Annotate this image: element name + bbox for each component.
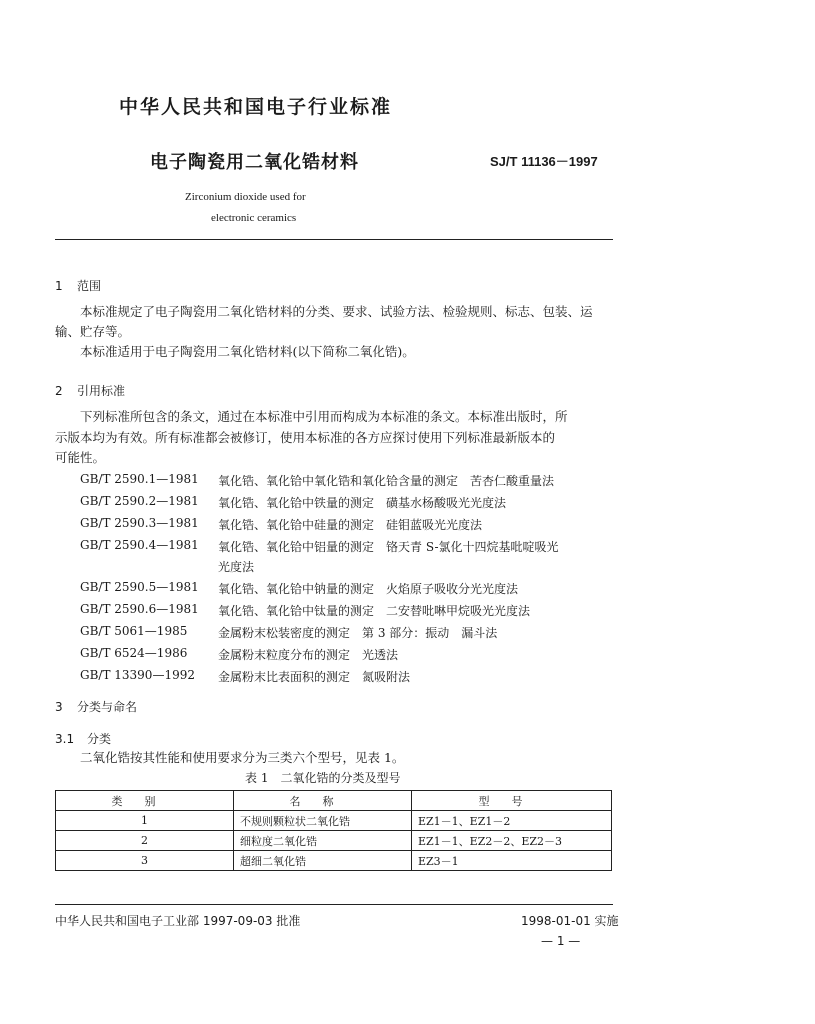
table-row [56, 811, 612, 831]
effective-date: 1998-01-01 实施 [521, 914, 619, 928]
reference-title: 氧化锆、氧化铪中铝量的测定 铬天青 S-氯化十四烷基吡啶吸光 [218, 540, 559, 554]
reference-title: 氧化锆、氧化铪中氧化锆和氧化铪含量的测定 苦杏仁酸重量法 [218, 474, 555, 488]
section-title: 分类 [87, 732, 112, 746]
cell-category: 3 [56, 851, 234, 871]
reference-title: 金属粉末松装密度的测定 第 3 部分：振动 漏斗法 [218, 626, 498, 640]
section-title: 范围 [77, 279, 102, 293]
header-model: 型号 [412, 791, 612, 811]
english-title-line2: electronic ceramics [211, 212, 297, 224]
cell-model: EZ1－1、EZ2－2、EZ2－3 [412, 831, 612, 851]
footer-divider [55, 904, 613, 905]
section-number: 2 [55, 384, 63, 398]
section-3-heading [55, 698, 137, 715]
header-name: 名称 [234, 791, 412, 811]
section-2-heading [55, 382, 125, 399]
section-title: 引用标准 [77, 384, 126, 398]
cell-name: 不规则颗粒状二氧化锆 [234, 811, 412, 831]
section-number: 3.1 [55, 732, 75, 746]
reference-code: GB/T 2590.2—1981 [80, 494, 199, 508]
approval-note: 中华人民共和国电子工业部 1997-09-03 批准 [55, 914, 301, 928]
title-divider [55, 239, 613, 240]
reference-code: GB/T 5061—1985 [80, 624, 188, 638]
section-1-heading [55, 277, 101, 294]
section-2-para-line-1: 下列标准所包含的条文，通过在本标准中引用而构成为本标准的条文。本标准出版时，所 [80, 409, 568, 424]
standard-header: 中华人民共和国电子行业标准 [119, 96, 393, 118]
section-title: 分类与命名 [77, 700, 138, 714]
table-row [56, 851, 612, 871]
table-caption: 表 1 二氧化锆的分类及型号 [245, 771, 401, 785]
reference-title: 氧化锆、氧化铪中铁量的测定 磺基水杨酸吸光光度法 [218, 496, 507, 510]
reference-title: 氧化锆、氧化铪中钠量的测定 火焰原子吸收分光光度法 [218, 582, 519, 596]
reference-title: 氧化锆、氧化铪中钛量的测定 二安替吡啉甲烷吸光光度法 [218, 604, 531, 618]
reference-title: 氧化锆、氧化铪中硅量的测定 硅钼蓝吸光光度法 [218, 518, 483, 532]
reference-code: GB/T 13390—1992 [80, 668, 195, 682]
section-2-para-line-3: 可能性。 [55, 450, 106, 465]
cell-name: 超细二氧化锆 [234, 851, 412, 871]
cell-category: 1 [56, 811, 234, 831]
classification-table [55, 790, 612, 871]
cell-name: 细粒度二氧化锆 [234, 831, 412, 851]
reference-code: GB/T 2590.1—1981 [80, 472, 199, 486]
reference-title-continued: 光度法 [218, 560, 255, 574]
section-1-para-2: 本标准适用于电子陶瓷用二氧化锆材料(以下简称二氧化锆)。 [80, 344, 415, 359]
reference-code: GB/T 2590.6—1981 [80, 602, 199, 616]
section-1-para-1-line-1: 本标准规定了电子陶瓷用二氧化锆材料的分类、要求、试验方法、检验规则、标志、包装、运 [80, 304, 593, 319]
section-1-para-1-line-2: 输、贮存等。 [55, 324, 131, 339]
standard-code: SJ/T 11136－1997 [490, 154, 598, 169]
header-category: 类别 [56, 791, 234, 811]
reference-code: GB/T 2590.3—1981 [80, 516, 199, 530]
cell-category: 2 [56, 831, 234, 851]
reference-title: 金属粉末粒度分布的测定 光透法 [218, 648, 399, 662]
table-header-row [56, 791, 612, 811]
reference-code: GB/T 2590.5—1981 [80, 580, 199, 594]
section-number: 1 [55, 279, 63, 293]
english-title-line1: Zirconium dioxide used for [185, 191, 306, 203]
cell-model: EZ1－1、EZ1－2 [412, 811, 612, 831]
reference-code: GB/T 6524—1986 [80, 646, 188, 660]
cell-model: EZ3－1 [412, 851, 612, 871]
section-2-para-line-2: 示版本均为有效。所有标准都会被修订，使用本标准的各方应探讨使用下列标准最新版本的 [55, 430, 556, 445]
reference-title: 金属粉末比表面积的测定 氮吸附法 [218, 670, 411, 684]
table-row [56, 831, 612, 851]
section-3-1-para: 二氧化锆按其性能和使用要求分为三类六个型号，见表 1。 [80, 750, 405, 765]
document-title: 电子陶瓷用二氧化锆材料 [150, 152, 359, 173]
section-3-1-heading [55, 730, 111, 747]
section-number: 3 [55, 700, 63, 714]
reference-code: GB/T 2590.4—1981 [80, 538, 199, 552]
page-number: — 1 — [541, 934, 581, 948]
